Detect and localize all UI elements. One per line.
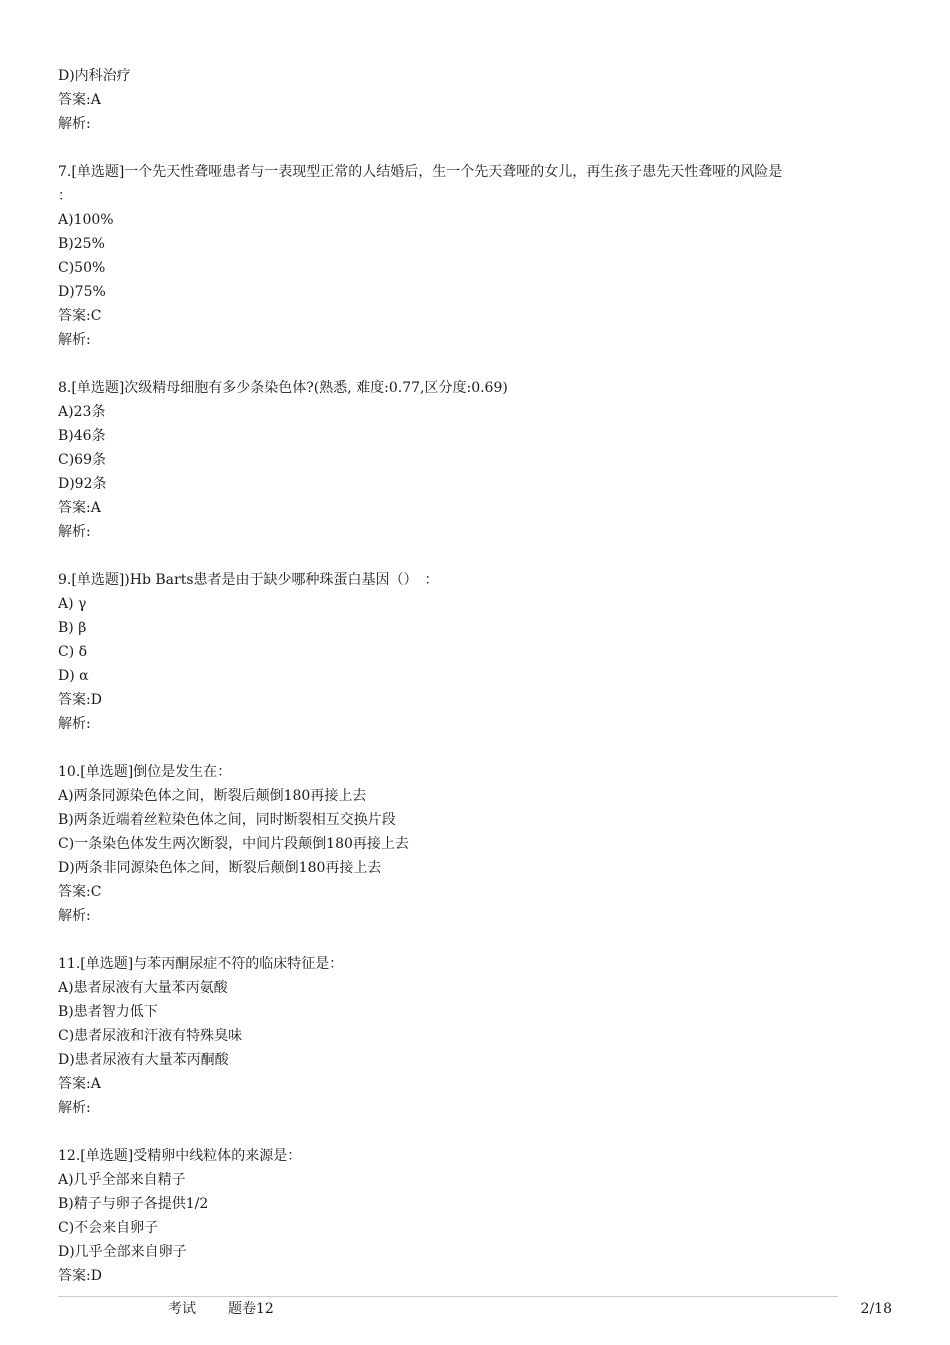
q12-answer: 答案:D xyxy=(58,1268,102,1284)
q12-option-d: D)几乎全部来自卵子 xyxy=(58,1244,187,1260)
q6-answer: 答案:A xyxy=(58,92,101,108)
q9-option-a: A) γ xyxy=(58,596,87,612)
q8-stem: 8.[单选题]次级精母细胞有多少条染色体?(熟悉, 难度:0.77,区分度:0.69) xyxy=(58,380,508,396)
q11-option-c: C)患者尿液和汗液有特殊臭味 xyxy=(58,1028,243,1044)
q12-option-a: A)几乎全部来自精子 xyxy=(58,1172,186,1188)
q10-answer: 答案:C xyxy=(58,884,102,900)
q10-option-b: B)两条近端着丝粒染色体之间，同时断裂相互交换片段 xyxy=(58,812,396,828)
q8-analysis: 解析: xyxy=(58,524,91,540)
q11-answer: 答案:A xyxy=(58,1076,101,1092)
q11-option-a: A)患者尿液有大量苯丙氨酸 xyxy=(58,980,228,996)
footer-title xyxy=(168,1298,274,1320)
q8-option-a: A)23条 xyxy=(58,404,106,420)
q7-stem-continued: ： xyxy=(58,188,72,204)
q7-stem: 7.[单选题]一个先天性聋哑患者与一表现型正常的人结婚后，生一个先天聋哑的女儿，再生孩子患先天性聋哑的风险是 xyxy=(58,164,783,180)
document-body xyxy=(58,64,898,1288)
q12-option-c: C)不会来自卵子 xyxy=(58,1220,159,1236)
q8-option-b: B)46条 xyxy=(58,428,106,444)
q12-stem: 12.[单选题]受精卵中线粒体的来源是： xyxy=(58,1148,302,1164)
footer-paper-label: 题卷12 xyxy=(228,1301,274,1317)
q6-option-d: D)内科治疗 xyxy=(58,68,131,84)
q6-analysis: 解析: xyxy=(58,116,91,132)
q10-option-d: D)两条非同源染色体之间，断裂后颠倒180再接上去 xyxy=(58,860,382,876)
q11-stem: 11.[单选题]与苯丙酮尿症不符的临床特征是： xyxy=(58,956,344,972)
q9-option-c: C) δ xyxy=(58,644,88,660)
q11-analysis: 解析: xyxy=(58,1100,91,1116)
q8-option-c: C)69条 xyxy=(58,452,106,468)
page-number: 2/18 xyxy=(860,1301,892,1317)
q9-option-b: B) β xyxy=(58,620,87,636)
footer-divider xyxy=(58,1296,838,1297)
footer-exam-label: 考试 xyxy=(168,1301,196,1317)
q11-option-d: D)患者尿液有大量苯丙酮酸 xyxy=(58,1052,229,1068)
q9-option-d: D) α xyxy=(58,668,89,684)
q10-analysis: 解析: xyxy=(58,908,91,924)
q9-analysis: 解析: xyxy=(58,716,91,732)
q12-option-b: B)精子与卵子各提供1/2 xyxy=(58,1196,209,1212)
q10-option-a: A)两条同源染色体之间，断裂后颠倒180再接上去 xyxy=(58,788,367,804)
q8-option-d: D)92条 xyxy=(58,476,107,492)
q7-option-b: B)25% xyxy=(58,236,105,252)
q10-stem: 10.[单选题]倒位是发生在： xyxy=(58,764,232,780)
q10-option-c: C)一条染色体发生两次断裂，中间片段颠倒180再接上去 xyxy=(58,836,409,852)
q9-stem: 9.[单选题])Hb Barts患者是由于缺少哪种珠蛋白基因（） ： xyxy=(58,572,439,588)
q8-answer: 答案:A xyxy=(58,500,101,516)
q9-answer: 答案:D xyxy=(58,692,102,708)
q11-option-b: B)患者智力低下 xyxy=(58,1004,158,1020)
q7-option-a: A)100% xyxy=(58,212,114,228)
q7-option-c: C)50% xyxy=(58,260,106,276)
q7-option-d: D)75% xyxy=(58,284,106,300)
q7-answer: 答案:C xyxy=(58,308,102,324)
q7-analysis: 解析: xyxy=(58,332,91,348)
